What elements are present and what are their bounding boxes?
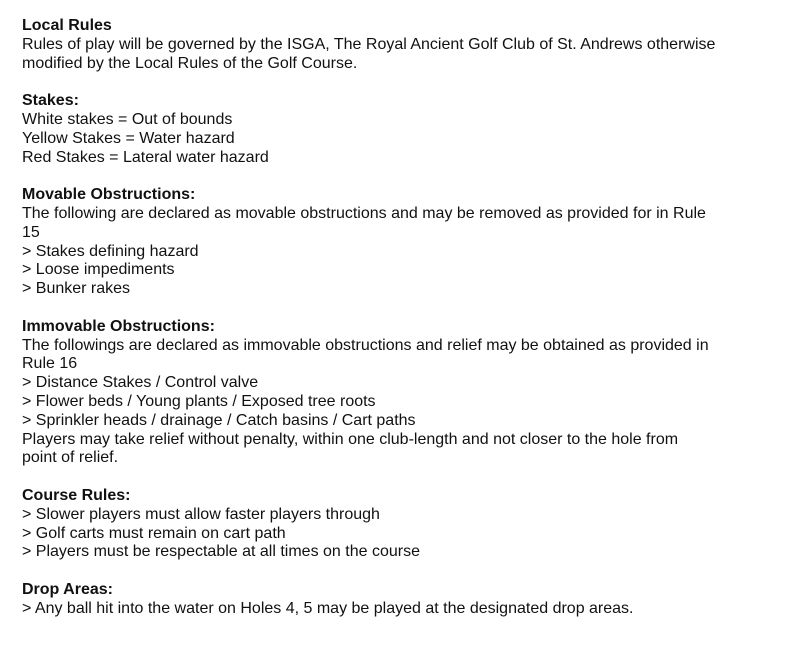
- text-line: White stakes = Out of bounds: [22, 110, 233, 128]
- list-item: > Slower players must allow faster players through: [22, 505, 380, 523]
- list-item: > Golf carts must remain on cart path: [22, 524, 286, 542]
- section-heading: Drop Areas:: [22, 580, 113, 598]
- section-heading: Immovable Obstructions:: [22, 317, 215, 335]
- text-line: The following are declared as movable obstructions and may be removed as provided for in Rule: [22, 204, 706, 222]
- list-item: > Stakes defining hazard: [22, 242, 199, 260]
- section-heading: Local Rules: [22, 17, 112, 34]
- section-drop-areas: [22, 581, 782, 619]
- section-stakes: [22, 92, 782, 167]
- rules-document: [22, 17, 782, 637]
- list-item: > Any ball hit into the water on Holes 4, 5 may be played at the designated drop areas.: [22, 599, 634, 617]
- text-line: Rules of play will be governed by the ISGA, The Royal Ancient Golf Club of St. Andrews otherwise: [22, 35, 716, 53]
- section-immovable-obstructions: [22, 318, 782, 468]
- text-line: Yellow Stakes = Water hazard: [22, 129, 235, 147]
- text-line: The followings are declared as immovable obstructions and relief may be obtained as provided in: [22, 336, 709, 354]
- text-line: Red Stakes = Lateral water hazard: [22, 148, 269, 166]
- list-item: > Sprinkler heads / drainage / Catch basins / Cart paths: [22, 411, 416, 429]
- text-line: modified by the Local Rules of the Golf Course.: [22, 54, 358, 72]
- list-item: > Distance Stakes / Control valve: [22, 374, 259, 392]
- section-movable-obstructions: [22, 186, 782, 299]
- section-course-rules: [22, 487, 782, 562]
- list-item: > Bunker rakes: [22, 280, 131, 298]
- text-line: 15: [22, 223, 40, 241]
- list-item: > Players must be respectable at all times on the course: [22, 543, 420, 561]
- section-heading: Movable Obstructions:: [22, 186, 196, 204]
- text-line: Rule 16: [22, 355, 78, 373]
- section-heading: Stakes:: [22, 92, 79, 110]
- text-line: point of relief.: [22, 449, 119, 467]
- text-line: Players may take relief without penalty, within one club-length and not closer to the hole from: [22, 430, 679, 448]
- section-heading: Course Rules:: [22, 486, 131, 504]
- list-item: > Flower beds / Young plants / Exposed tree roots: [22, 392, 376, 410]
- section-local-rules: [22, 17, 782, 73]
- list-item: > Loose impediments: [22, 261, 175, 279]
